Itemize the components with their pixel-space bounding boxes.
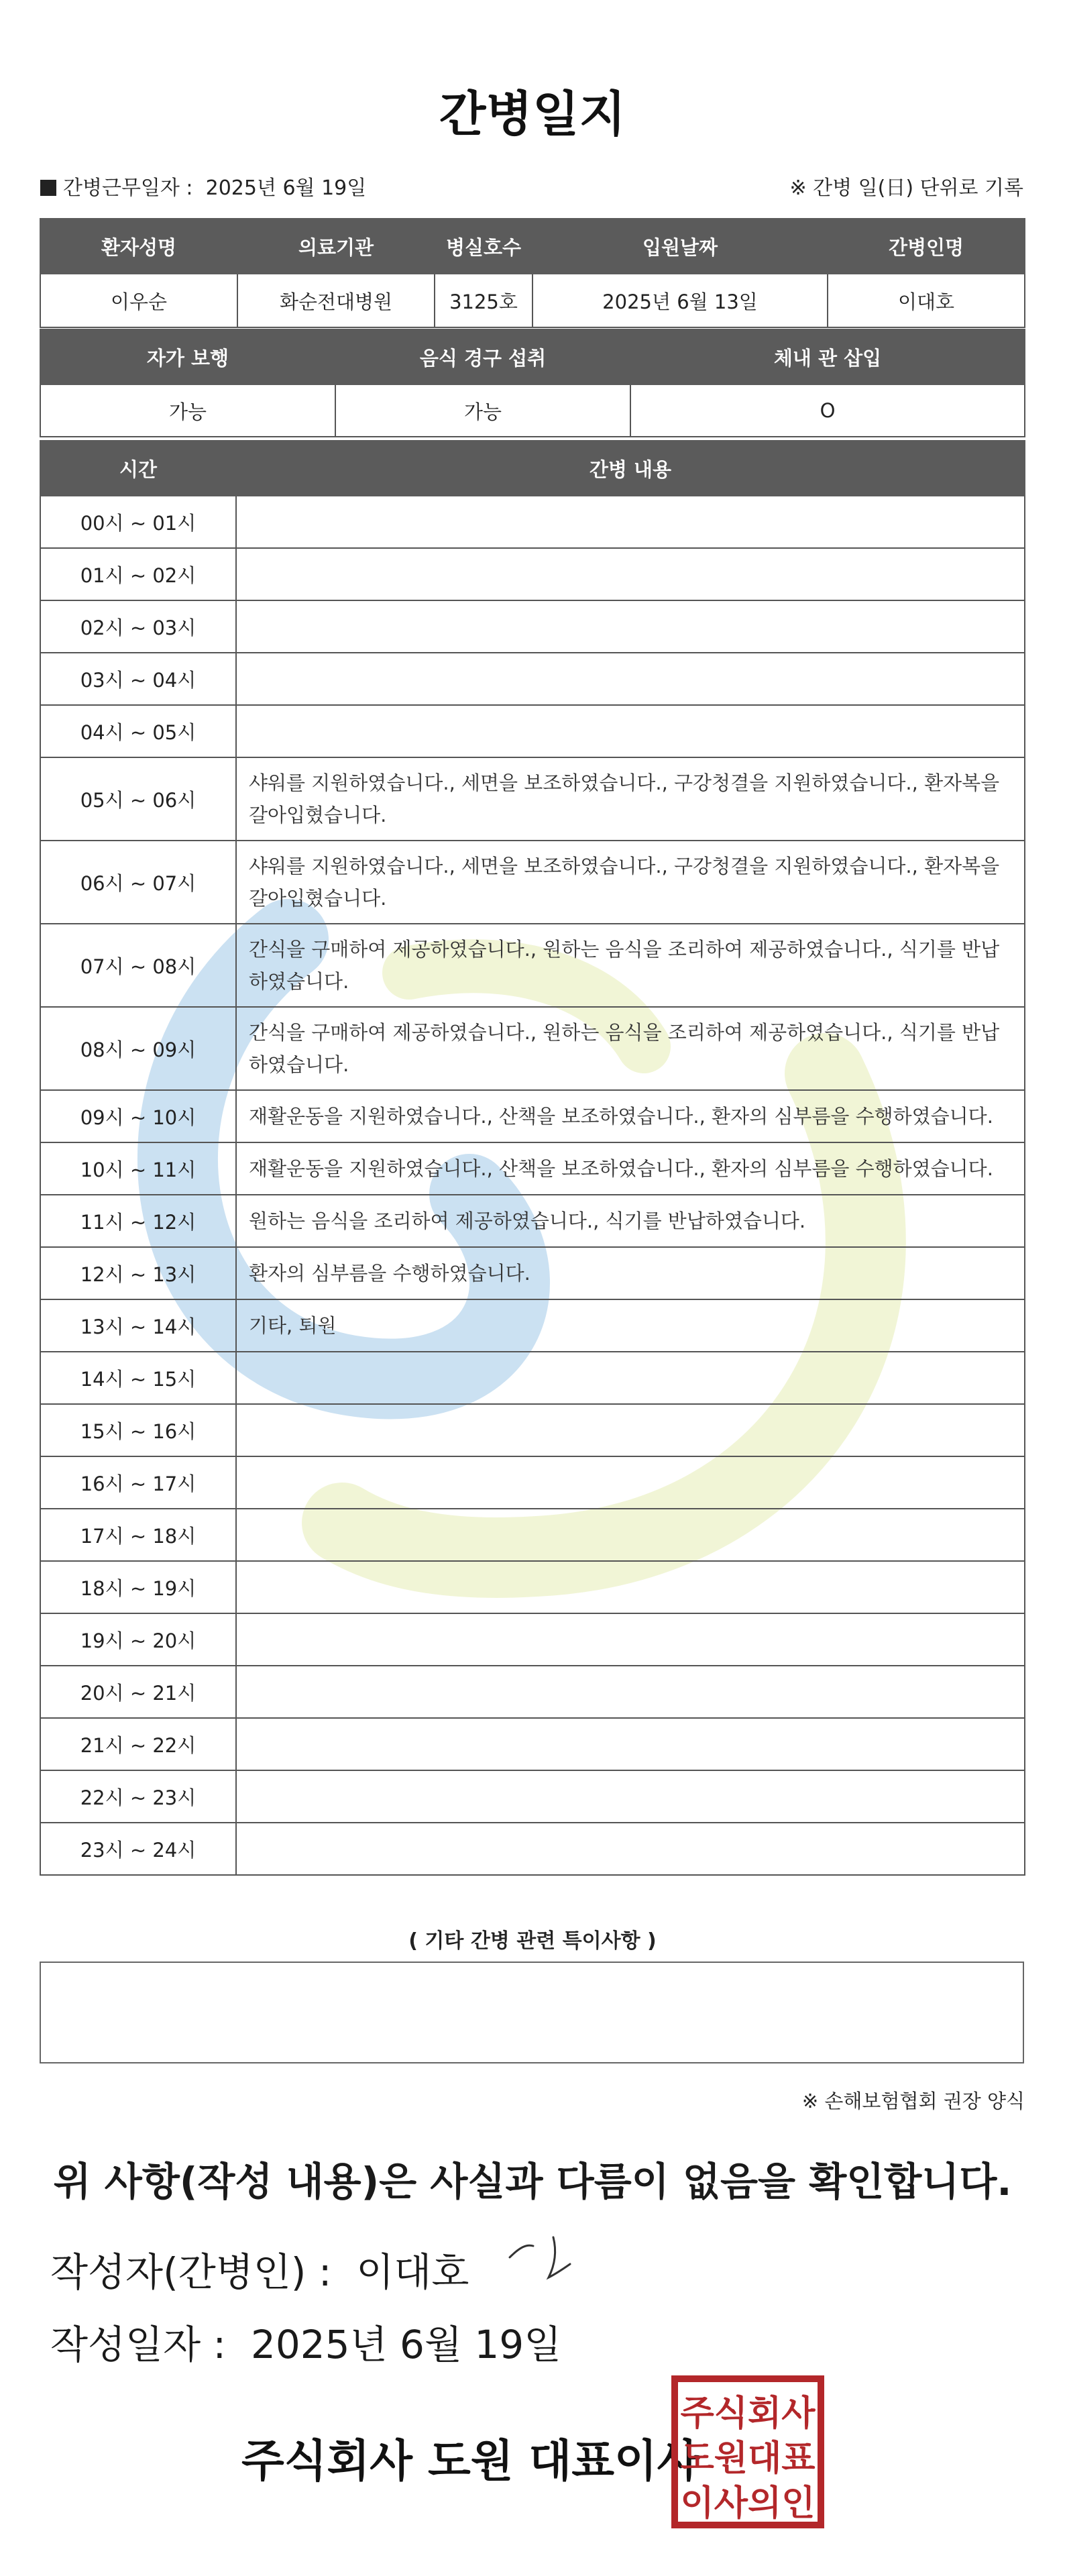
table-row	[40, 496, 1025, 548]
table-row	[40, 653, 1025, 705]
log-content	[236, 1718, 1025, 1770]
work-date-label: 간병근무일자 :	[63, 176, 193, 200]
log-content: 환자의 심부름을 수행하였습니다.	[236, 1247, 1025, 1299]
room-number: 3125호	[435, 274, 532, 327]
log-content: 샤워를 지원하였습니다., 세면을 보조하였습니다., 구강청결을 지원하였습니다., 환자복을 갈아입혔습니다.	[236, 757, 1025, 841]
log-time: 11시 ~ 12시	[40, 1195, 236, 1247]
writer-label: 작성자(간병인) :	[50, 2249, 332, 2295]
table-row	[40, 1613, 1025, 1666]
log-content: 재활운동을 지원하였습니다., 산책을 보조하였습니다., 환자의 심부름을 수행하였습니다.	[236, 1090, 1025, 1142]
log-time: 09시 ~ 10시	[40, 1090, 236, 1142]
table-row	[40, 1456, 1025, 1509]
log-content	[236, 653, 1025, 705]
header-admission-date: 입원날짜	[532, 219, 828, 274]
care-log-table	[40, 440, 1025, 1876]
log-content: 샤워를 지원하였습니다., 세면을 보조하였습니다., 구강청결을 지원하였습니다., 환자복을 갈아입혔습니다.	[236, 841, 1025, 924]
seal-line-3: 이사의인	[680, 2483, 816, 2524]
log-time: 13시 ~ 14시	[40, 1299, 236, 1352]
log-content: 간식을 구매하여 제공하였습니다., 원하는 음식을 조리하여 제공하였습니다., 식기를 반납하였습니다.	[236, 1007, 1025, 1090]
patient-status-table	[40, 329, 1025, 437]
log-time: 21시 ~ 22시	[40, 1718, 236, 1770]
header-caregiver-name: 간병인명	[828, 219, 1025, 274]
header-time: 시간	[40, 441, 236, 496]
log-content	[236, 1561, 1025, 1613]
confirmation-statement: 위 사항(작성 내용)은 사실과 다름이 없음을 확인합니다.	[53, 2159, 1012, 2204]
log-content	[236, 1613, 1025, 1666]
log-content: 기타, 퇴원	[236, 1299, 1025, 1352]
log-content	[236, 1823, 1025, 1875]
table-row	[40, 548, 1025, 600]
log-time: 00시 ~ 01시	[40, 496, 236, 548]
header-care-content: 간병 내용	[236, 441, 1025, 496]
writer-line	[50, 2241, 469, 2297]
header-patient-name: 환자성명	[40, 219, 237, 274]
log-time: 07시 ~ 08시	[40, 924, 236, 1007]
tube-value: O	[630, 384, 1025, 437]
log-time: 15시 ~ 16시	[40, 1404, 236, 1456]
table-row	[40, 1404, 1025, 1456]
header-walking: 자가 보행	[40, 329, 335, 384]
header-hospital: 의료기관	[237, 219, 435, 274]
log-content	[236, 600, 1025, 653]
table-row	[40, 1142, 1025, 1195]
log-time: 22시 ~ 23시	[40, 1770, 236, 1823]
log-time: 16시 ~ 17시	[40, 1456, 236, 1509]
document-title: 간병일지	[439, 86, 626, 142]
log-content	[236, 496, 1025, 548]
date-value: 2025년 6월 19일	[250, 2322, 562, 2367]
caregiver-name: 이대호	[828, 274, 1025, 327]
table-row	[40, 600, 1025, 653]
log-content	[236, 1456, 1025, 1509]
log-time: 02시 ~ 03시	[40, 600, 236, 653]
log-time: 03시 ~ 04시	[40, 653, 236, 705]
log-time: 04시 ~ 05시	[40, 705, 236, 757]
form-source-note: ※ 손해보험협회 권장 양식	[801, 2090, 1025, 2112]
log-time: 18시 ~ 19시	[40, 1561, 236, 1613]
table-row	[40, 1770, 1025, 1823]
log-time: 23시 ~ 24시	[40, 1823, 236, 1875]
log-time: 17시 ~ 18시	[40, 1509, 236, 1561]
log-content	[236, 1509, 1025, 1561]
table-row	[40, 1007, 1025, 1090]
work-date	[40, 171, 366, 201]
table-row	[40, 1666, 1025, 1718]
table-row	[40, 1509, 1025, 1561]
log-time: 19시 ~ 20시	[40, 1613, 236, 1666]
table-row	[40, 1352, 1025, 1404]
header-tube: 체내 관 삽입	[630, 329, 1025, 384]
patient-name: 이우순	[40, 274, 237, 327]
log-content	[236, 1770, 1025, 1823]
table-row	[40, 841, 1025, 924]
table-row	[40, 1561, 1025, 1613]
log-time: 08시 ~ 09시	[40, 1007, 236, 1090]
patient-info-table	[40, 218, 1025, 328]
square-bullet-icon	[40, 180, 56, 196]
table-row	[40, 705, 1025, 757]
table-row	[40, 1823, 1025, 1875]
patient-info-header	[40, 219, 1025, 274]
log-content	[236, 1352, 1025, 1404]
log-content	[236, 1666, 1025, 1718]
log-content: 원하는 음식을 조리하여 제공하였습니다., 식기를 반납하였습니다.	[236, 1195, 1025, 1247]
special-notes-box	[40, 1962, 1024, 2063]
log-time: 01시 ~ 02시	[40, 548, 236, 600]
date-label: 작성일자 :	[50, 2322, 227, 2367]
header-oral-intake: 음식 경구 섭취	[335, 329, 630, 384]
log-time: 10시 ~ 11시	[40, 1142, 236, 1195]
care-log-header	[40, 441, 1025, 496]
unit-note: ※ 간병 일(日) 단위로 기록	[789, 176, 1023, 200]
patient-info-values	[40, 274, 1025, 327]
patient-status-values	[40, 384, 1025, 437]
log-content: 간식을 구매하여 제공하였습니다., 원하는 음식을 조리하여 제공하였습니다., 식기를 반납하였습니다.	[236, 924, 1025, 1007]
special-notes-title: ( 기타 간병 관련 특이사항 )	[408, 1929, 657, 1953]
table-row	[40, 757, 1025, 841]
company-representative: 주식회사 도원 대표이사	[241, 2435, 700, 2487]
table-row	[40, 1247, 1025, 1299]
log-time: 12시 ~ 13시	[40, 1247, 236, 1299]
writer-name: 이대호	[356, 2249, 469, 2295]
date-line	[50, 2313, 561, 2369]
log-content	[236, 1404, 1025, 1456]
log-content	[236, 705, 1025, 757]
company-seal-stamp	[671, 2375, 825, 2529]
log-content: 재활운동을 지원하였습니다., 산책을 보조하였습니다., 환자의 심부름을 수행하였습니다.	[236, 1142, 1025, 1195]
table-row	[40, 1718, 1025, 1770]
work-date-value: 2025년 6월 19일	[205, 176, 367, 200]
table-row	[40, 1195, 1025, 1247]
header-room: 병실호수	[435, 219, 532, 274]
handwritten-signature	[503, 2227, 583, 2294]
log-time: 20시 ~ 21시	[40, 1666, 236, 1718]
patient-status-header	[40, 329, 1025, 384]
hospital-name: 화순전대병원	[237, 274, 435, 327]
admission-date: 2025년 6월 13일	[532, 274, 828, 327]
seal-line-1: 주식회사	[680, 2394, 816, 2434]
walking-value: 가능	[40, 384, 335, 437]
oral-intake-value: 가능	[335, 384, 630, 437]
log-time: 05시 ~ 06시	[40, 757, 236, 841]
seal-line-2: 도원대표	[680, 2438, 816, 2479]
table-row	[40, 924, 1025, 1007]
table-row	[40, 1090, 1025, 1142]
log-time: 06시 ~ 07시	[40, 841, 236, 924]
table-row	[40, 1299, 1025, 1352]
log-time: 14시 ~ 15시	[40, 1352, 236, 1404]
log-content	[236, 548, 1025, 600]
